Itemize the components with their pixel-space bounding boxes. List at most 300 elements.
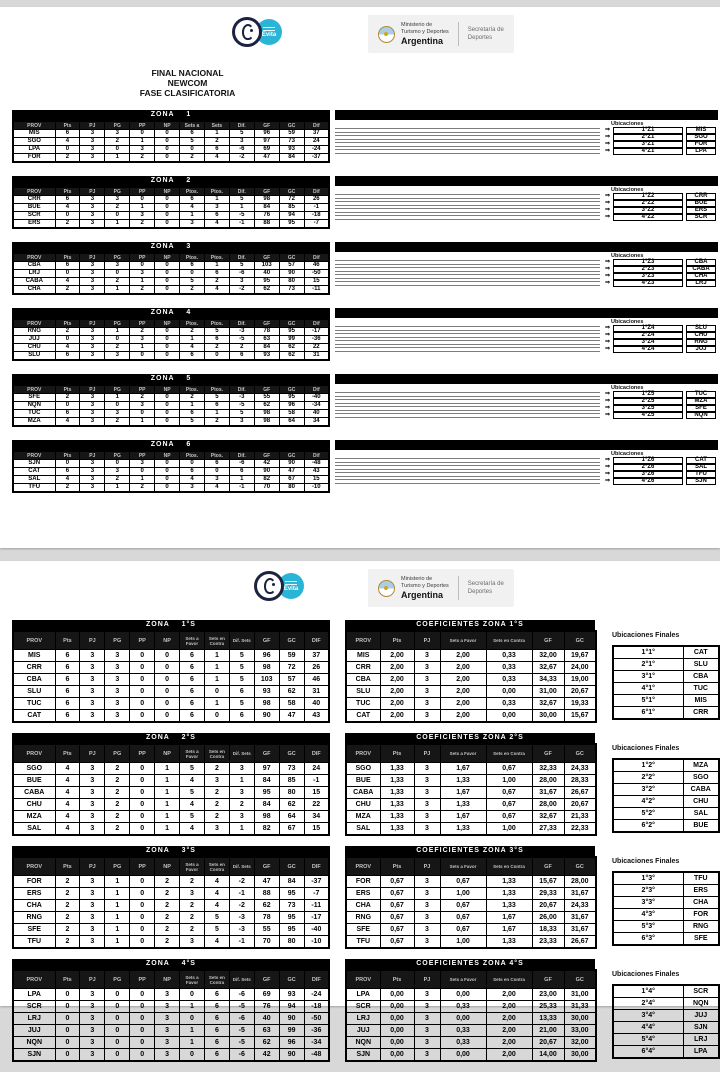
- value-cell: -6: [229, 146, 254, 154]
- value-cell: 0: [105, 270, 130, 278]
- placement-team: FOR: [686, 141, 716, 148]
- column-header: GC: [279, 631, 304, 650]
- value-cell: 6: [180, 468, 205, 476]
- value-cell: 3: [80, 468, 105, 476]
- value-cell: 0: [155, 418, 180, 427]
- column-header: Dif.: [229, 319, 254, 328]
- zone-placements: [335, 176, 718, 221]
- prov-cell: SFE: [346, 924, 380, 936]
- title-line: NEWCOM: [167, 78, 208, 88]
- ubicaciones-label: Ubicaciones: [611, 121, 644, 127]
- placement-team: BUE: [686, 200, 716, 207]
- prov-cell: SJN: [13, 1049, 55, 1062]
- standings-table: [12, 120, 330, 163]
- value-cell: -3: [229, 394, 254, 402]
- column-header: GC: [279, 187, 304, 196]
- value-cell: 0: [155, 352, 180, 361]
- zone-title-bar: ZONA 4: [12, 308, 330, 318]
- table-row: [346, 924, 596, 936]
- value-cell: 3: [80, 1049, 105, 1062]
- value-cell: 3: [414, 811, 440, 823]
- placement-position: 2°Z2: [613, 200, 683, 207]
- value-cell: 6: [55, 262, 80, 270]
- value-cell: 2: [130, 328, 155, 336]
- placement-row: [335, 398, 718, 405]
- header-row: [13, 253, 329, 262]
- evita-face-icon: [254, 571, 284, 601]
- title-line: FINAL NACIONAL: [151, 68, 224, 78]
- column-header: PROV: [13, 451, 55, 460]
- value-cell: 93: [279, 146, 304, 154]
- value-cell: 2: [204, 811, 229, 823]
- prov-cell: CBA: [346, 674, 380, 686]
- table-row: [613, 820, 719, 833]
- value-cell: 2: [55, 924, 80, 936]
- value-cell: 1,67: [440, 787, 486, 799]
- standings-table: [12, 743, 330, 836]
- coefficients-table: [345, 743, 597, 836]
- value-cell: 40: [254, 1013, 279, 1025]
- standings-table: [12, 969, 330, 1062]
- value-cell: 3: [80, 476, 105, 484]
- value-cell: 0,67: [380, 900, 414, 912]
- value-cell: 28,00: [532, 775, 564, 787]
- value-cell: 59: [279, 650, 304, 662]
- value-cell: 32,00: [564, 1037, 596, 1049]
- column-header: PROV: [13, 187, 55, 196]
- table-row: [613, 659, 719, 671]
- value-cell: 3: [414, 1049, 440, 1062]
- value-cell: 85: [279, 204, 304, 212]
- column-header: Dif.: [229, 385, 254, 394]
- value-cell: 2,00: [380, 674, 414, 686]
- placement-team: SLU: [683, 659, 719, 671]
- value-cell: 28,00: [532, 799, 564, 811]
- table-row: [613, 707, 719, 720]
- value-cell: 0: [105, 460, 130, 468]
- column-header: Dif: [304, 385, 329, 394]
- value-cell: 1: [130, 138, 155, 146]
- title-line: FASE CLASIFICATORIA: [139, 88, 236, 98]
- value-cell: 2,00: [440, 674, 486, 686]
- value-cell: 84: [279, 154, 304, 163]
- value-cell: 90: [279, 460, 304, 468]
- prov-cell: RNG: [13, 328, 55, 336]
- value-cell: 0: [55, 146, 80, 154]
- value-cell: 4: [55, 278, 80, 286]
- value-cell: 3: [80, 484, 105, 493]
- value-cell: 3: [155, 1001, 180, 1013]
- value-cell: 31,67: [564, 912, 596, 924]
- value-cell: 0: [55, 989, 80, 1001]
- table-row: [13, 876, 329, 888]
- final-placements-label: Ubicaciones Finales: [612, 971, 680, 978]
- value-cell: -1: [229, 220, 254, 229]
- placement-row: [335, 478, 718, 485]
- placement-row: [335, 412, 718, 419]
- table-row: [13, 394, 329, 402]
- column-header: DIF: [304, 744, 329, 763]
- value-cell: 2: [130, 484, 155, 493]
- placement-team: CHU: [683, 796, 719, 808]
- value-cell: -11: [304, 286, 329, 295]
- value-cell: 29,33: [532, 888, 564, 900]
- placement-team: SCR: [683, 985, 719, 998]
- value-cell: 99: [279, 336, 304, 344]
- placement-position: 4°4°: [613, 1022, 683, 1034]
- value-cell: 0: [130, 924, 155, 936]
- value-cell: 2: [130, 154, 155, 163]
- column-header: GF: [254, 857, 279, 876]
- header-row: [13, 319, 329, 328]
- value-cell: 1,33: [486, 936, 532, 949]
- value-cell: 0,67: [440, 900, 486, 912]
- placement-position: 3°1°: [613, 671, 683, 683]
- value-cell: 0: [155, 138, 180, 146]
- value-cell: 31,33: [564, 1001, 596, 1013]
- column-header: PROV: [346, 970, 380, 989]
- value-cell: 1: [155, 787, 180, 799]
- table-row: [13, 196, 329, 204]
- prov-cell: CRR: [346, 662, 380, 674]
- value-cell: -5: [229, 402, 254, 410]
- value-cell: 0: [130, 787, 155, 799]
- value-cell: 0: [55, 336, 80, 344]
- value-cell: 2,00: [440, 662, 486, 674]
- header-row: [13, 744, 329, 763]
- column-header: Dif.: [229, 253, 254, 262]
- value-cell: 0: [130, 936, 155, 949]
- value-cell: 0: [204, 710, 229, 723]
- column-header: Sets en Contra: [486, 744, 532, 763]
- placement-position: 5°2°: [613, 808, 683, 820]
- value-cell: 6: [204, 270, 229, 278]
- value-cell: 3: [229, 763, 254, 775]
- prov-cell: CHU: [13, 344, 55, 352]
- placement-position: 4°Z6: [613, 478, 683, 485]
- value-cell: 3: [414, 823, 440, 836]
- table-row: [13, 460, 329, 468]
- value-cell: 3: [80, 196, 105, 204]
- value-cell: 4: [55, 811, 80, 823]
- column-header: Sets a Favor: [440, 857, 486, 876]
- placement-team: SAL: [686, 464, 716, 471]
- column-header: PP: [130, 121, 155, 130]
- value-cell: 3: [155, 989, 180, 1001]
- value-cell: 32,00: [532, 650, 564, 662]
- value-cell: 0: [155, 686, 180, 698]
- placement-team: NQN: [683, 998, 719, 1010]
- prov-cell: SAL: [346, 823, 380, 836]
- value-cell: 2: [204, 799, 229, 811]
- prov-cell: FOR: [13, 154, 55, 163]
- value-cell: 2,00: [380, 662, 414, 674]
- value-cell: -48: [304, 460, 329, 468]
- ministry-text: [401, 22, 449, 46]
- prov-cell: CRR: [13, 196, 55, 204]
- standings-table: [12, 856, 330, 949]
- column-header: Pts: [55, 451, 80, 460]
- value-cell: 0: [105, 1037, 130, 1049]
- value-cell: 1: [105, 924, 130, 936]
- placement-position: 1°Z1: [613, 127, 683, 134]
- placement-row: [335, 266, 718, 273]
- value-cell: 6: [180, 196, 205, 204]
- placement-position: 2°Z3: [613, 266, 683, 273]
- value-cell: 0: [155, 328, 180, 336]
- value-cell: 2,00: [440, 710, 486, 723]
- value-cell: 3: [414, 686, 440, 698]
- arrow-icon: ⇒: [604, 457, 611, 463]
- value-cell: 0,67: [486, 799, 532, 811]
- value-cell: 6: [229, 468, 254, 476]
- value-cell: 4: [180, 204, 205, 212]
- value-cell: 0,67: [380, 912, 414, 924]
- value-cell: 40: [304, 698, 329, 710]
- argentina-coat-of-arms-icon: [378, 26, 395, 43]
- column-header: NP: [155, 187, 180, 196]
- value-cell: -1: [304, 204, 329, 212]
- value-cell: 1: [105, 912, 130, 924]
- value-cell: 6: [55, 686, 80, 698]
- value-cell: -2: [229, 286, 254, 295]
- value-cell: 1: [155, 799, 180, 811]
- value-cell: 24,33: [564, 900, 596, 912]
- value-cell: 0: [180, 460, 205, 468]
- value-cell: 6: [204, 460, 229, 468]
- placement-row: [335, 391, 718, 398]
- value-cell: 0: [55, 270, 80, 278]
- coefficients: [345, 620, 595, 723]
- placement-position: 1°Z2: [613, 193, 683, 200]
- value-cell: 6: [229, 352, 254, 361]
- value-cell: 3: [80, 989, 105, 1001]
- value-cell: 82: [254, 476, 279, 484]
- zone-standings: [12, 374, 330, 427]
- value-cell: 32,67: [532, 698, 564, 710]
- column-header: PJ: [414, 970, 440, 989]
- value-cell: 1,00: [440, 888, 486, 900]
- value-cell: -5: [229, 1001, 254, 1013]
- zone-title-bar: ZONA 6: [12, 440, 330, 450]
- value-cell: 67: [279, 476, 304, 484]
- table-row: [346, 823, 596, 836]
- value-cell: 0: [130, 775, 155, 787]
- placement-team: CHA: [686, 273, 716, 280]
- placement-row: [335, 141, 718, 148]
- header-row: [346, 857, 596, 876]
- value-cell: 1,33: [380, 799, 414, 811]
- table-row: [346, 674, 596, 686]
- zone-title-bar: ZONA 4°S: [12, 959, 330, 969]
- value-cell: -6: [229, 1049, 254, 1062]
- table-row: [346, 1037, 596, 1049]
- value-cell: 6: [204, 146, 229, 154]
- column-header: Sets en Contra: [204, 744, 229, 763]
- evita-text-bar: [285, 581, 297, 582]
- value-cell: 3: [130, 146, 155, 154]
- value-cell: 0: [155, 154, 180, 163]
- value-cell: 3: [105, 686, 130, 698]
- placement-row: [335, 280, 718, 287]
- prov-cell: SCR: [346, 1001, 380, 1013]
- value-cell: -17: [304, 328, 329, 336]
- column-header: PG: [105, 970, 130, 989]
- prov-cell: SJN: [346, 1049, 380, 1062]
- table-row: [13, 344, 329, 352]
- column-header: PROV: [13, 970, 55, 989]
- value-cell: 3: [80, 352, 105, 361]
- connector-line: [335, 274, 600, 279]
- secretary-line: Secretaría de: [467, 581, 504, 587]
- value-cell: 6: [180, 130, 205, 138]
- column-header: Pts: [55, 253, 80, 262]
- column-header: NP: [155, 451, 180, 460]
- table-row: [13, 698, 329, 710]
- value-cell: 3: [80, 1013, 105, 1025]
- value-cell: 2,00: [486, 989, 532, 1001]
- value-cell: 2: [55, 936, 80, 949]
- placement-position: 3°3°: [613, 897, 683, 909]
- table-row: [13, 286, 329, 295]
- prov-cell: SFE: [13, 924, 55, 936]
- header-row: [346, 970, 596, 989]
- column-header: Pts: [55, 385, 80, 394]
- value-cell: 69: [254, 146, 279, 154]
- secretary-text: [468, 580, 504, 596]
- table-row: [13, 650, 329, 662]
- value-cell: 15: [304, 476, 329, 484]
- header-row: [13, 451, 329, 460]
- value-cell: 80: [279, 936, 304, 949]
- value-cell: 26: [304, 196, 329, 204]
- value-cell: 3: [80, 146, 105, 154]
- value-cell: 31,67: [532, 787, 564, 799]
- prov-cell: LRJ: [346, 1013, 380, 1025]
- value-cell: 2: [105, 278, 130, 286]
- value-cell: 1: [105, 220, 130, 229]
- column-header: PROV: [13, 631, 55, 650]
- value-cell: 3: [105, 262, 130, 270]
- table-row: [13, 154, 329, 163]
- value-cell: 0: [155, 146, 180, 154]
- value-cell: 3: [414, 787, 440, 799]
- value-cell: 4: [204, 900, 229, 912]
- value-cell: 2: [105, 138, 130, 146]
- value-cell: 22,33: [564, 823, 596, 836]
- value-cell: 3: [80, 410, 105, 418]
- table-row: [13, 1013, 329, 1025]
- ubicaciones-label: Ubicaciones: [611, 253, 644, 259]
- value-cell: 5: [229, 196, 254, 204]
- value-cell: 84: [254, 204, 279, 212]
- column-header: GF: [254, 121, 279, 130]
- connector-line: [335, 347, 600, 352]
- value-cell: 4: [204, 154, 229, 163]
- value-cell: 90: [279, 1049, 304, 1062]
- final-placements: [612, 620, 720, 720]
- table-row: [613, 646, 719, 659]
- value-cell: 90: [279, 1013, 304, 1025]
- value-cell: 3: [414, 912, 440, 924]
- value-cell: 1: [204, 196, 229, 204]
- value-cell: 0,67: [380, 936, 414, 949]
- value-cell: 96: [279, 402, 304, 410]
- value-cell: 15: [304, 278, 329, 286]
- connector-line: [335, 399, 600, 404]
- value-cell: -3: [229, 912, 254, 924]
- value-cell: 3: [80, 1001, 105, 1013]
- value-cell: 3: [80, 1025, 105, 1037]
- placement-team: SAL: [683, 808, 719, 820]
- value-cell: 0,33: [440, 1025, 486, 1037]
- section-block: [12, 846, 718, 949]
- column-header: PROV: [346, 744, 380, 763]
- value-cell: 2: [55, 888, 80, 900]
- placement-row: [335, 134, 718, 141]
- arrow-icon: ⇒: [604, 412, 611, 418]
- value-cell: 5: [180, 763, 205, 775]
- value-cell: 3: [414, 989, 440, 1001]
- zone-standings: [12, 959, 330, 1062]
- value-cell: 3: [130, 336, 155, 344]
- value-cell: 3: [180, 484, 205, 493]
- value-cell: 0: [155, 344, 180, 352]
- value-cell: 0: [155, 278, 180, 286]
- placement-position: 2°Z6: [613, 464, 683, 471]
- coefficients: [345, 846, 595, 949]
- arrow-icon: ⇒: [604, 398, 611, 404]
- value-cell: 3: [80, 912, 105, 924]
- value-cell: 0,00: [380, 1037, 414, 1049]
- value-cell: 3: [80, 286, 105, 295]
- connector-line: [335, 479, 600, 484]
- value-cell: 0,00: [380, 989, 414, 1001]
- value-cell: 0: [180, 270, 205, 278]
- value-cell: 80: [279, 787, 304, 799]
- value-cell: 31,00: [564, 989, 596, 1001]
- coefficients-title-bar: COEFICIENTES ZONA 2°S: [345, 733, 595, 743]
- value-cell: -2: [229, 876, 254, 888]
- value-cell: -24: [304, 146, 329, 154]
- column-header: PJ: [80, 253, 105, 262]
- zone-title-bar: ZONA 5: [12, 374, 330, 384]
- ministry-country: Argentina: [401, 36, 444, 46]
- value-cell: 5: [204, 924, 229, 936]
- value-cell: 0: [130, 468, 155, 476]
- value-cell: 0: [130, 763, 155, 775]
- value-cell: 0: [105, 989, 130, 1001]
- value-cell: 103: [254, 262, 279, 270]
- coefficients: [345, 733, 595, 836]
- column-header: NP: [155, 319, 180, 328]
- value-cell: -3: [229, 328, 254, 336]
- ministry-logo: [368, 15, 514, 53]
- value-cell: 2: [229, 799, 254, 811]
- value-cell: 28,33: [564, 775, 596, 787]
- value-cell: 0: [130, 823, 155, 836]
- value-cell: 76: [254, 1001, 279, 1013]
- final-placements-label: Ubicaciones Finales: [612, 632, 680, 639]
- value-cell: 2,00: [380, 686, 414, 698]
- table-row: [613, 695, 719, 707]
- value-cell: 6: [55, 468, 80, 476]
- value-cell: 2: [204, 787, 229, 799]
- value-cell: 0: [130, 196, 155, 204]
- zone-block: [12, 308, 718, 361]
- value-cell: 0: [130, 352, 155, 361]
- value-cell: -50: [304, 270, 329, 278]
